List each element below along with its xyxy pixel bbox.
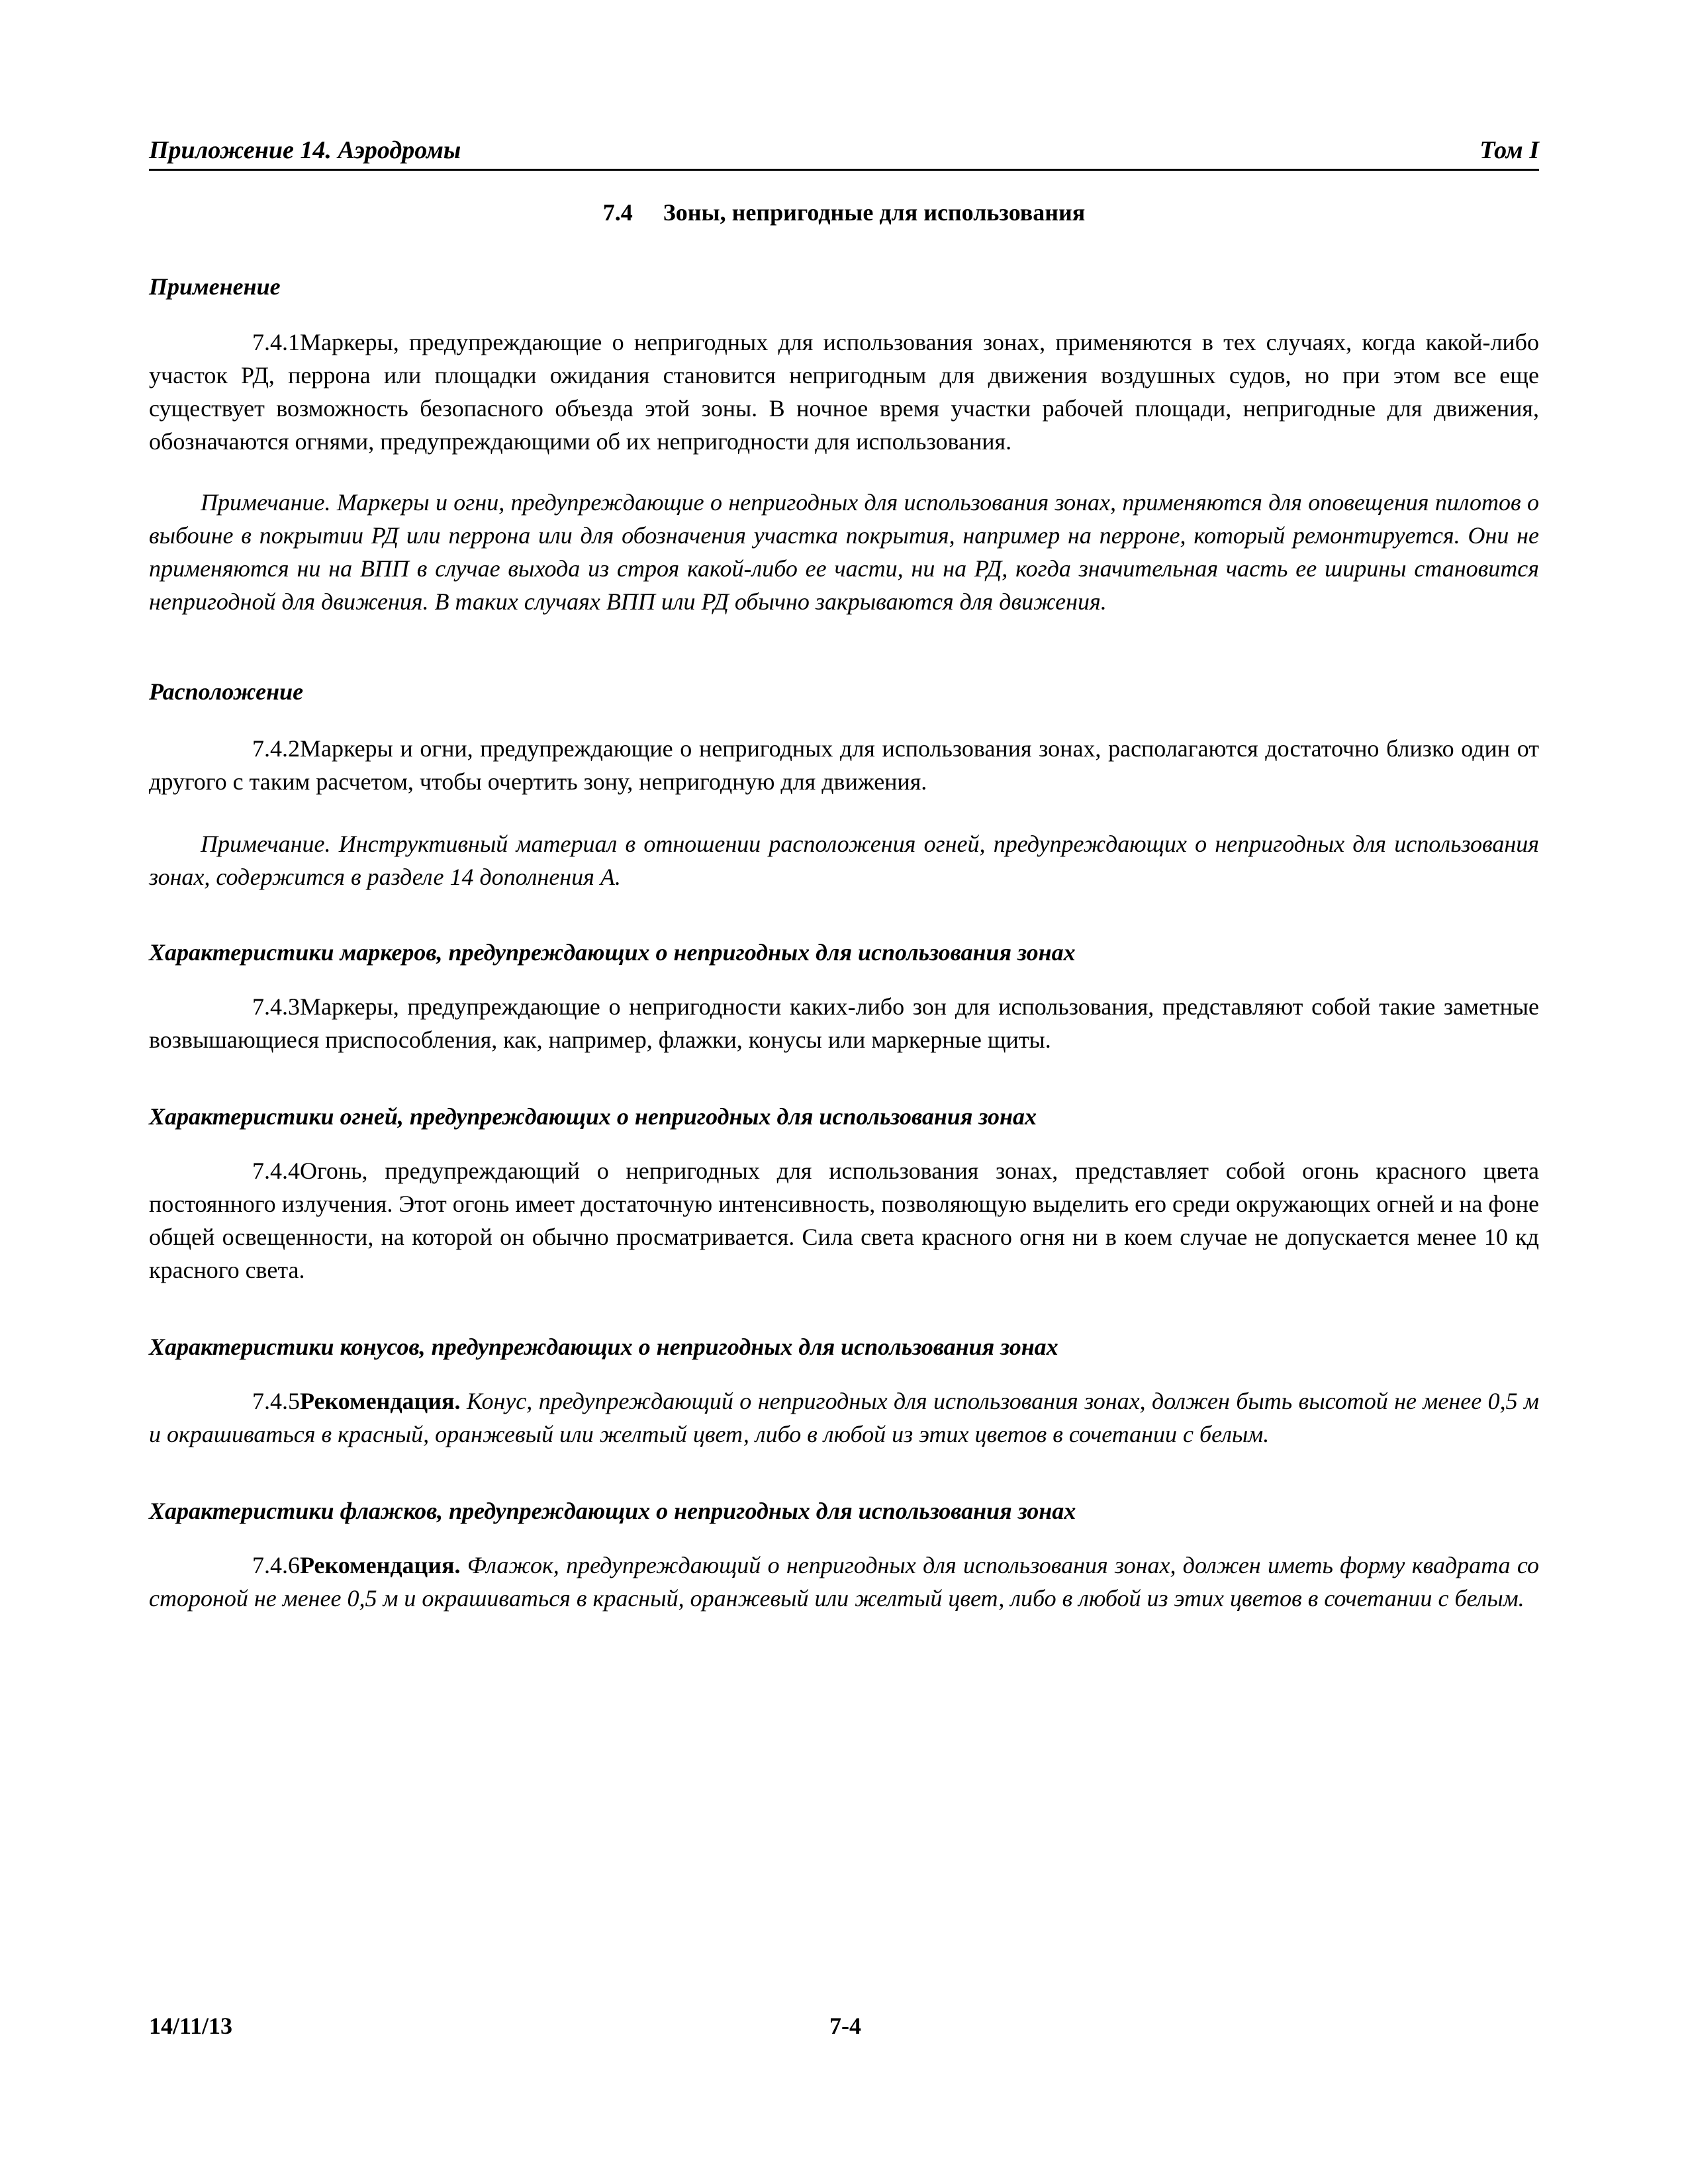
paragraph-7-4-3 [149, 990, 1539, 1056]
note-application: Примечание. Маркеры и огни, предупреждающие о непригодных для использования зонах, применяются для оповещения пилотов о выбоине в покрытии РД или перрона или для обозначения участка покрытия, например на перроне, который ремонтируется. Они не применяются ни на ВПП в случае выхода из строя какой-либо ее части, ни на РД, когда значительная часть ее ширины становится непригодной для движения. В таких случаях ВПП или РД обычно закрываются для движения. [149, 489, 1539, 615]
paragraph-text: Огонь, предупреждающий о непригодных для использования зонах, представляет собой огонь красного цвета постоянного излучения. Этот огонь имеет достаточную интенсивность, позволяющую выделить его среди окружающих огней и на фоне общей освещенности, на которой он обычно просматривается. Сила света красного огня ни в коем случае не допускается менее 10 кд красного света. [149, 1158, 1539, 1283]
paragraph-number: 7.4.5 [252, 1388, 300, 1414]
subheading-location: Расположение [149, 678, 304, 705]
paragraph-number: 7.4.3 [252, 993, 300, 1020]
note-location: Примечание. Инструктивный материал в отношении расположения огней, предупреждающих о непригодных для использования зонах, содержится в разделе 14 дополнения А. [149, 831, 1539, 890]
section-title [149, 199, 1539, 226]
subheading-application: Применение [149, 273, 281, 300]
running-header [149, 136, 1539, 171]
paragraph-number: 7.4.2 [252, 735, 300, 762]
section-number: 7.4 [602, 199, 633, 226]
paragraph-7-4-1 [149, 326, 1539, 458]
footer-page-number: 7-4 [829, 2013, 861, 2039]
section-heading: Зоны, непригодные для использования [663, 199, 1086, 226]
paragraph-7-4-4 [149, 1154, 1539, 1287]
header-title: Приложение 14. Аэродромы [149, 136, 461, 164]
header-volume: Том I [1479, 136, 1539, 164]
recommendation-text: Флажок, предупреждающий о непригодных для использования зонах, должен иметь форму квадрата со стороной не менее 0,5 м и окрашиваться в красный, оранжевый или желтый цвет, либо в любой из этих цветов в сочетании с белым. [149, 1552, 1539, 1612]
paragraph-number: 7.4.1 [252, 329, 300, 355]
paragraph-7-4-2 [149, 732, 1539, 798]
subheading-flags: Характеристики флажков, предупреждающих о непригодных для использования зонах [149, 1498, 1076, 1524]
recommendation-text: Конус, предупреждающий о непригодных для использования зонах, должен быть высотой не менее 0,5 м и окрашиваться в красный, оранжевый или желтый цвет, либо в любой из этих цветов в сочетании с белым. [149, 1388, 1540, 1447]
paragraph-7-4-6 [149, 1549, 1539, 1615]
paragraph-text: Маркеры, предупреждающие о непригодных для использования зонах, применяются в тех случаях, когда какой-либо участок РД, перрона или площадки ожидания становится непригодным для движения воздушных судов, но при этом все еще существует возможность безопасного объезда этой зоны. В ночное время участки рабочей площади, непригодные для движения, обозначаются огнями, предупреждающими об их непригодности для использования. [149, 329, 1539, 455]
subheading-lights: Характеристики огней, предупреждающих о непригодных для использования зонах [149, 1103, 1037, 1130]
document-page [149, 136, 1539, 2088]
recommendation-label: Рекомендация. [300, 1388, 461, 1414]
paragraph-number: 7.4.4 [252, 1158, 300, 1184]
paragraph-text: Маркеры, предупреждающие о непригодности каких-либо зон для использования, представляют собой такие заметные возвышающиеся приспособления, как, например, флажки, конусы или маркерные щиты. [149, 993, 1539, 1053]
subheading-cones: Характеристики конусов, предупреждающих о непригодных для использования зонах [149, 1334, 1058, 1360]
footer-date: 14/11/13 [149, 2013, 233, 2039]
paragraph-number: 7.4.6 [252, 1552, 300, 1578]
paragraph-text: Маркеры и огни, предупреждающие о непригодных для использования зонах, располагаются достаточно близко один от другого с таким расчетом, чтобы очертить зону, непригодную для движения. [149, 735, 1539, 795]
recommendation-label: Рекомендация. [300, 1552, 461, 1578]
subheading-markers: Характеристики маркеров, предупреждающих о непригодных для использования зонах [149, 939, 1076, 966]
paragraph-7-4-5 [149, 1385, 1539, 1451]
